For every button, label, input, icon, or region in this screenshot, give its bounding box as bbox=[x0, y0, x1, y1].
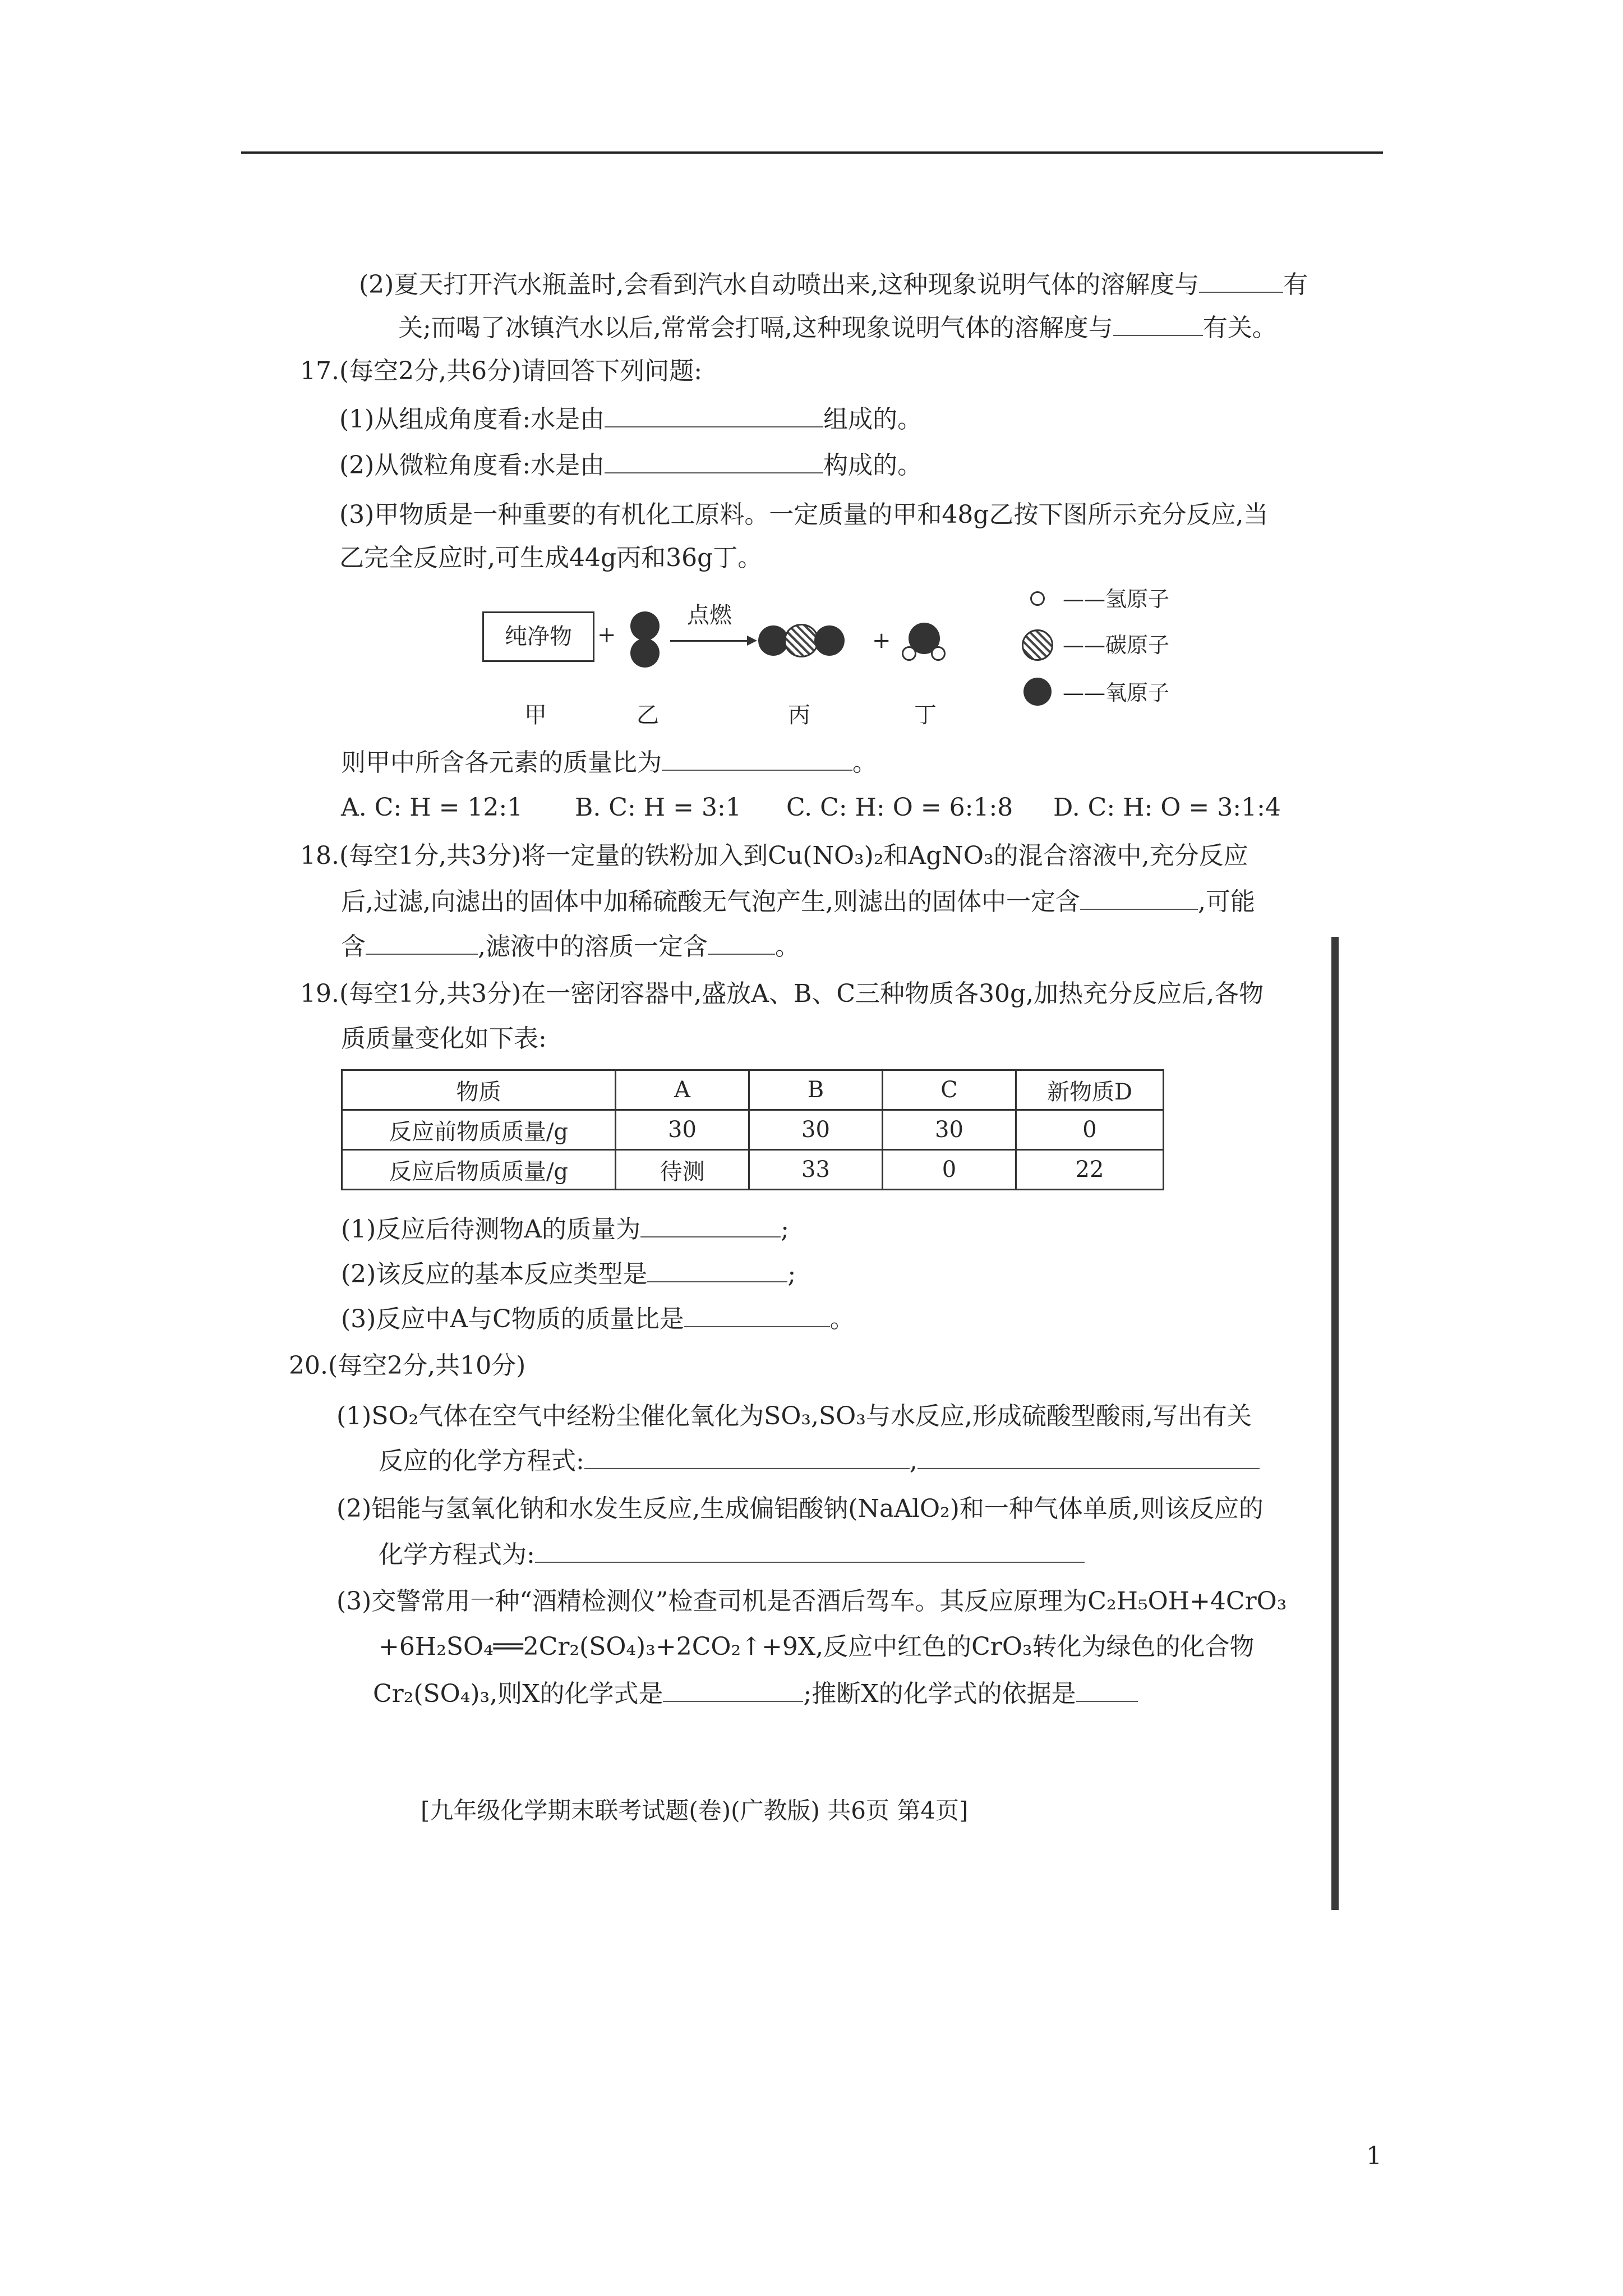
q17-header: 17.(每空2分,共6分)请回答下列问题: bbox=[300, 357, 703, 385]
reaction-condition: 点燃 bbox=[687, 602, 732, 628]
q19-sub1-text: (1)反应后待测物A的质量为 bbox=[341, 1215, 641, 1244]
q20-s3-line1: (3)交警常用一种“酒精检测仪”检查司机是否酒后驾车。其反应原理为C₂H₅OH+4CrO₃ bbox=[336, 1587, 1287, 1616]
oxygen-atom bbox=[814, 625, 845, 656]
label-ding: 丁 bbox=[914, 702, 937, 728]
option-c[interactable]: C. C: H: O = 6:1:8 bbox=[786, 793, 1013, 822]
table-cell: 反应后物质质量/g bbox=[342, 1150, 616, 1190]
answer-blank[interactable] bbox=[605, 404, 823, 427]
table-cell: 0 bbox=[883, 1150, 1016, 1190]
q17-part1 bbox=[339, 403, 922, 436]
option-b[interactable]: B. C: H = 3:1 bbox=[575, 793, 741, 822]
q20-s3-line3 bbox=[373, 1677, 1138, 1711]
q18-text-b: ,可能 bbox=[1197, 887, 1255, 916]
q19-line1: 19.(每空1分,共3分)在一密闭容器中,盛放A、B、C三种物质各30g,加热充分反应后,各物 bbox=[300, 979, 1264, 1008]
q17-p1-text: (1)从组成角度看:水是由 bbox=[339, 405, 605, 434]
answer-blank[interactable] bbox=[1199, 269, 1283, 293]
q16-2-line2 bbox=[398, 311, 1277, 345]
table-cell: 待测 bbox=[616, 1150, 749, 1190]
q20-s3-text-b: ;推断X的化学式的依据是 bbox=[803, 1680, 1076, 1708]
answer-blank[interactable] bbox=[1076, 1678, 1138, 1702]
hydrogen-legend-icon bbox=[1030, 591, 1045, 606]
answer-blank[interactable] bbox=[708, 931, 775, 955]
q18-text-c: 含 bbox=[341, 932, 366, 961]
q16-2-text-c: 关;而喝了冰镇汽水以后,常常会打嗝,这种现象说明气体的溶解度与 bbox=[398, 314, 1113, 342]
q17-ratio-line bbox=[341, 746, 877, 780]
q20-s2-line2 bbox=[379, 1538, 1085, 1572]
header-rule bbox=[241, 151, 1383, 154]
answer-blank[interactable] bbox=[663, 1678, 803, 1702]
option-d[interactable]: D. C: H: O = 3:1:4 bbox=[1053, 793, 1281, 822]
q17-p2-text: (2)从微粒角度看:水是由 bbox=[339, 451, 605, 480]
q16-2-text-a: (2)夏天打开汽水瓶盖时,会看到汽水自动喷出来,这种现象说明气体的溶解度与 bbox=[359, 270, 1200, 299]
q17-part3-line1: (3)甲物质是一种重要的有机化工原料。一定质量的甲和48g乙按下图所示充分反应,当 bbox=[339, 500, 1269, 529]
table-cell: 0 bbox=[1016, 1110, 1164, 1150]
table-header-cell: 新物质D bbox=[1016, 1070, 1164, 1110]
label-jia: 甲 bbox=[524, 702, 547, 728]
plus-sign: + bbox=[597, 622, 616, 648]
hydrogen-atom bbox=[931, 646, 946, 661]
answer-blank[interactable] bbox=[662, 747, 852, 771]
q16-2-text-d: 有关。 bbox=[1202, 314, 1277, 342]
carbon-atom bbox=[784, 624, 819, 657]
q18-text-a: 后,过滤,向滤出的固体中加稀硫酸无气泡产生,则滤出的固体中一定含 bbox=[341, 887, 1080, 916]
carbon-legend-icon bbox=[1022, 629, 1053, 661]
q19-sub2 bbox=[341, 1258, 796, 1291]
q20-s3-text-a: Cr₂(SO₄)₃,则X的化学式是 bbox=[373, 1680, 663, 1708]
q20-s3-line2: +6H₂SO₄══2Cr₂(SO₄)₃+2CO₂↑+9X,反应中红色的CrO₃转化为绿色的化合物 bbox=[379, 1632, 1255, 1661]
q18-line3 bbox=[341, 930, 800, 964]
table-header-row bbox=[342, 1070, 1164, 1110]
table-header-cell: 物质 bbox=[342, 1070, 616, 1110]
q19-sub1 bbox=[341, 1213, 789, 1246]
q19-sub3 bbox=[341, 1303, 855, 1336]
table-header-cell: C bbox=[883, 1070, 1016, 1110]
q20-s1-line1: (1)SO₂气体在空气中经粉尘催化氧化为SO₃,SO₃与水反应,形成硫酸型酸雨,写出有关 bbox=[336, 1402, 1252, 1430]
table-cell: 33 bbox=[749, 1150, 883, 1190]
legend-oxygen: ——氧原子 bbox=[1063, 680, 1170, 705]
table-header-cell: A bbox=[616, 1070, 749, 1110]
q17-ratio-text: 则甲中所含各元素的质量比为 bbox=[341, 748, 662, 777]
q17-part2 bbox=[339, 449, 922, 482]
legend-carbon: ——碳原子 bbox=[1063, 633, 1170, 657]
q20-s2-line1: (2)铝能与氢氧化钠和水发生反应,生成偏铝酸钠(NaAlO₂)和一种气体单质,则该反应的 bbox=[336, 1494, 1264, 1523]
label-yi: 乙 bbox=[637, 702, 659, 728]
answer-blank[interactable] bbox=[684, 1304, 830, 1327]
q17-p2-end: 构成的。 bbox=[823, 451, 923, 480]
q19-sub2-end: ; bbox=[787, 1260, 796, 1289]
q20-s2-text: 化学方程式为: bbox=[379, 1540, 535, 1569]
q19-line2: 质质量变化如下表: bbox=[341, 1024, 547, 1053]
q19-sub1-end: ; bbox=[781, 1215, 789, 1244]
table-row bbox=[342, 1150, 1164, 1190]
q18-text-e: 。 bbox=[775, 932, 800, 961]
q19-sub3-end: 。 bbox=[829, 1305, 855, 1333]
q20-header: 20.(每空2分,共10分) bbox=[289, 1351, 526, 1380]
q18-line1: 18.(每空1分,共3分)将一定量的铁粉加入到Cu(NO₃)₂和AgNO₃的混合溶液中,充分反应 bbox=[300, 841, 1248, 870]
q16-2-line1 bbox=[359, 268, 1308, 302]
q18-line2 bbox=[341, 885, 1255, 919]
q16-2-text-b: 有 bbox=[1283, 270, 1308, 299]
reaction-arrow bbox=[670, 640, 749, 642]
table-cell: 反应前物质质量/g bbox=[342, 1110, 616, 1150]
oxygen-atom bbox=[630, 611, 660, 641]
answer-blank[interactable] bbox=[647, 1259, 787, 1282]
q17-p1-end: 组成的。 bbox=[823, 405, 923, 434]
table-row bbox=[342, 1110, 1164, 1150]
q20-s1-line2 bbox=[379, 1444, 1260, 1478]
table-cell: 22 bbox=[1016, 1150, 1164, 1190]
table-cell: 30 bbox=[883, 1110, 1016, 1150]
answer-blank[interactable] bbox=[1113, 312, 1203, 336]
table-cell: 30 bbox=[749, 1110, 883, 1150]
reaction-diagram bbox=[482, 583, 1245, 740]
pure-substance-box: 纯净物 bbox=[482, 611, 594, 662]
table-cell: 30 bbox=[616, 1110, 749, 1150]
option-a[interactable]: A. C: H = 12:1 bbox=[341, 793, 523, 822]
table-header-cell: B bbox=[749, 1070, 883, 1110]
answer-blank[interactable] bbox=[584, 1446, 910, 1469]
mass-change-table bbox=[341, 1069, 1164, 1190]
q20-s1-comma: , bbox=[909, 1447, 917, 1475]
answer-blank[interactable] bbox=[640, 1214, 781, 1237]
plus-sign: + bbox=[872, 628, 891, 654]
q20-s1-text: 反应的化学方程式: bbox=[379, 1447, 584, 1475]
scan-edge-mark bbox=[1331, 937, 1339, 1910]
answer-blank[interactable] bbox=[605, 450, 823, 473]
q17-part3-line2: 乙完全反应时,可生成44g丙和36g丁。 bbox=[339, 544, 763, 572]
oxygen-atom bbox=[630, 638, 660, 668]
hydrogen-atom bbox=[902, 646, 916, 661]
q17-ratio-end: 。 bbox=[852, 748, 877, 777]
q19-sub2-text: (2)该反应的基本反应类型是 bbox=[341, 1260, 648, 1289]
label-bing: 丙 bbox=[788, 702, 810, 728]
arrow-head-icon bbox=[747, 636, 757, 646]
page-footer: [九年级化学期末联考试题(卷)(广教版) 共6页 第4页] bbox=[421, 1797, 969, 1824]
q18-text-d: ,滤液中的溶质一定含 bbox=[478, 932, 708, 961]
answer-blank[interactable] bbox=[1080, 886, 1198, 910]
q19-sub3-text: (3)反应中A与C物质的质量比是 bbox=[341, 1305, 684, 1333]
answer-blank[interactable] bbox=[366, 931, 478, 955]
answer-blank[interactable] bbox=[535, 1539, 1085, 1563]
page-number: 1 bbox=[1366, 2142, 1382, 2170]
oxygen-legend-icon bbox=[1023, 678, 1052, 706]
answer-blank[interactable] bbox=[917, 1446, 1260, 1469]
legend-hydrogen: ——氢原子 bbox=[1063, 587, 1170, 611]
